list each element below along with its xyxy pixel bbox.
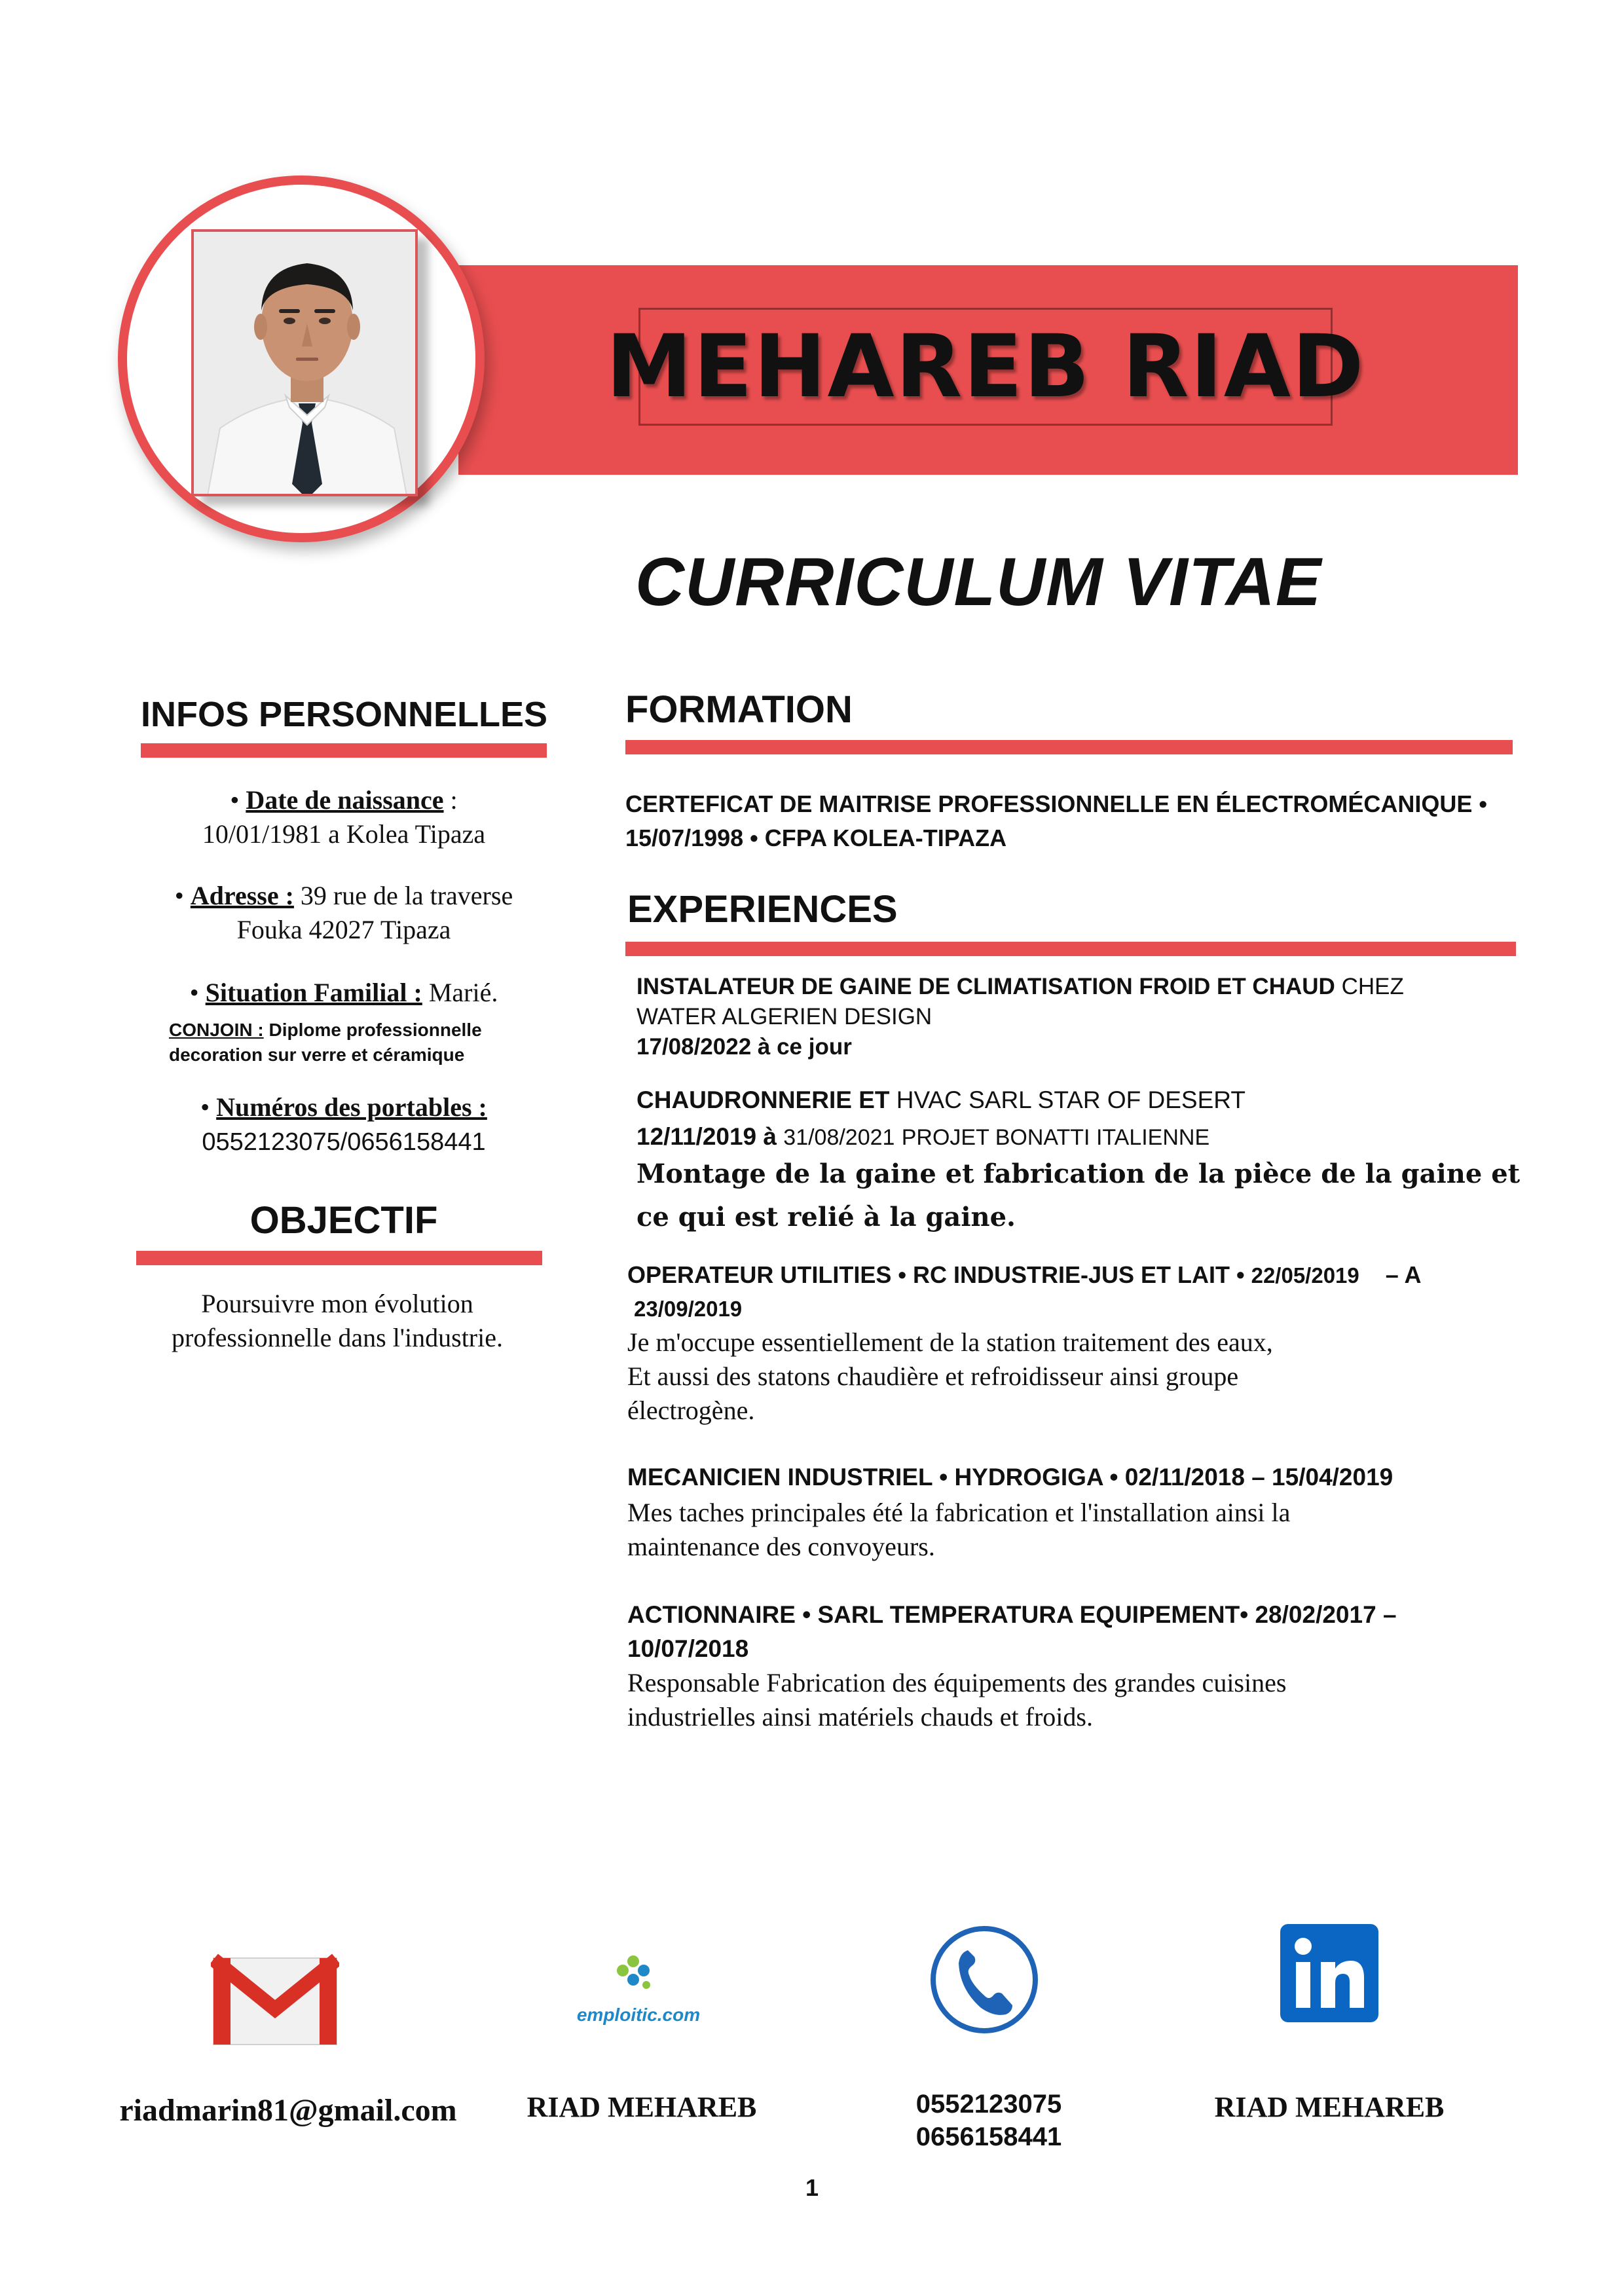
family-label: Situation Familial : bbox=[205, 978, 422, 1007]
job-5-description bbox=[627, 1666, 1518, 1734]
job-3-start: 22/05/2019 bbox=[1251, 1263, 1359, 1287]
job-3-dash: – A bbox=[1385, 1261, 1422, 1288]
objective-text: Poursuivre mon évolution professionnelle dans l'industrie. bbox=[172, 1289, 503, 1352]
address-info: • Adresse : 39 rue de la traverse Fouka 42027 Tipaza bbox=[174, 881, 513, 944]
job-2-desc-line-1: Montage de la gaine et fabrication de la pièce de la gaine et bbox=[637, 1158, 1521, 1189]
family-value: Marié. bbox=[428, 978, 498, 1007]
birth-label: Date de naissance bbox=[246, 785, 444, 815]
job-4-head: MECANICIEN INDUSTRIEL • HYDROGIGA • 02/11/2018 – 15/04/2019 bbox=[627, 1464, 1393, 1491]
emploitic-logo[interactable] bbox=[573, 1948, 704, 2040]
job-2-desc-line-2: ce qui est relié à la gaine. bbox=[637, 1202, 1016, 1232]
job-3-desc-line-2: Et aussi des statons chaudière et refroidisseur ainsi groupe bbox=[627, 1361, 1239, 1391]
job-2-description bbox=[637, 1153, 1527, 1239]
personal-info-heading: INFOS PERSONNELLES bbox=[141, 695, 548, 734]
job-4-description bbox=[627, 1496, 1518, 1564]
personal-info-rule bbox=[141, 743, 547, 758]
phone-icon[interactable] bbox=[929, 1924, 1040, 2035]
experiences-heading: EXPERIENCES bbox=[627, 888, 898, 931]
job-2-end: 31/08/2021 bbox=[783, 1125, 895, 1150]
job-2-a: à bbox=[763, 1123, 777, 1150]
job-2-et: ET bbox=[858, 1086, 890, 1113]
job-2 bbox=[637, 1082, 1514, 1156]
address-label: Adresse : bbox=[190, 881, 294, 910]
job-4-desc-line-1: Mes taches principales été la fabrication et l'installation ainsi la bbox=[627, 1498, 1291, 1527]
formation-line-2: 15/07/1998 • CFPA KOLEA-TIPAZA bbox=[625, 824, 1007, 851]
birth-value: 10/01/1981 a Kolea Tipaza bbox=[202, 819, 486, 849]
page-number: 1 bbox=[805, 2174, 819, 2201]
phones-value: 0552123075/0656158441 bbox=[202, 1128, 486, 1156]
job-1-dates: 17/08/2022 à ce jour bbox=[637, 1034, 852, 1060]
linkedin-icon[interactable] bbox=[1280, 1924, 1378, 2022]
address-value: 39 rue de la traverse Fouka 42027 Tipaza bbox=[236, 881, 513, 944]
job-2-company: HVAC SARL STAR OF DESERT bbox=[896, 1086, 1246, 1113]
job-3-end: 23/09/2019 bbox=[634, 1297, 743, 1321]
job-5-head-line-1: ACTIONNAIRE • SARL TEMPERATURA EQUIPEMENT• 28/02/2017 – bbox=[627, 1601, 1397, 1628]
job-4-desc-line-2: maintenance des convoyeurs. bbox=[627, 1532, 935, 1561]
job-3-head: OPERATEUR UTILITIES • RC INDUSTRIE-JUS ET LAIT • bbox=[627, 1261, 1245, 1288]
formation-heading: FORMATION bbox=[625, 688, 853, 731]
formation-rule bbox=[625, 740, 1513, 754]
portrait-illustration bbox=[194, 232, 418, 496]
job-2-start: 12/11/2019 bbox=[637, 1123, 757, 1150]
gmail-icon[interactable] bbox=[211, 1952, 339, 2050]
experiences-rule bbox=[625, 942, 1516, 956]
candidate-name: MEHAREB RIAD bbox=[606, 316, 1365, 417]
job-5-desc-line-1: Responsable Fabrication des équipements des grandes cuisines bbox=[627, 1668, 1287, 1697]
emploitic-logo-text: emploitic.com bbox=[576, 2005, 701, 2025]
document-title: CURRICULUM VITAE bbox=[635, 544, 1322, 620]
footer-emploitic-name[interactable]: RIAD MEHAREB bbox=[526, 2091, 757, 2123]
footer-phones bbox=[864, 2088, 1113, 2153]
job-3-desc-line-1: Je m'occupe essentiellement de la station traitement des eaux, bbox=[627, 1327, 1273, 1357]
job-3-desc-line-3: électrogène. bbox=[627, 1396, 755, 1425]
footer-linkedin-name[interactable]: RIAD MEHAREB bbox=[1214, 2091, 1445, 2123]
job-1 bbox=[637, 972, 1514, 1062]
profile-photo bbox=[191, 229, 418, 496]
phones-info: • Numéros des portables : 0552123075/0656158441 bbox=[200, 1092, 487, 1156]
spouse-value: Diplome professionnelle decoration sur verre et céramique bbox=[169, 1020, 482, 1065]
job-3 bbox=[627, 1259, 1518, 1325]
job-1-company: WATER ALGERIEN DESIGN bbox=[637, 1004, 932, 1029]
formation-entry bbox=[625, 787, 1503, 855]
family-info: • Situation Familial : Marié. bbox=[189, 978, 498, 1007]
job-2-project: PROJET BONATTI ITALIENNE bbox=[901, 1125, 1210, 1150]
job-2-title: CHAUDRONNERIE bbox=[637, 1086, 852, 1113]
job-5-desc-line-2: industrielles ainsi matériels chauds et froids. bbox=[627, 1702, 1093, 1731]
footer-email[interactable]: riadmarin81@gmail.com bbox=[119, 2093, 457, 2128]
objective-heading: OBJECTIF bbox=[249, 1199, 438, 1242]
footer-phone-1[interactable]: 0552123075 bbox=[915, 2090, 1062, 2119]
job-5-head-line-2: 10/07/2018 bbox=[627, 1635, 749, 1662]
name-box bbox=[606, 308, 1365, 426]
job-1-chez: CHEZ bbox=[1341, 974, 1404, 999]
footer-phone-2[interactable]: 0656158441 bbox=[915, 2122, 1062, 2151]
birth-info: • Date de naissance : 10/01/1981 a Kolea Tipaza bbox=[202, 785, 486, 849]
job-1-title: INSTALATEUR DE GAINE DE CLIMATISATION FROID ET CHAUD bbox=[637, 974, 1335, 999]
phones-label: Numéros des portables : bbox=[216, 1092, 487, 1122]
spouse-info bbox=[169, 1018, 536, 1067]
formation-line-1: CERTEFICAT DE MAITRISE PROFESSIONNELLE EN ÉLECTROMÉCANIQUE • bbox=[625, 790, 1488, 817]
spouse-label: CONJOIN : bbox=[169, 1020, 264, 1040]
objective-rule bbox=[136, 1251, 542, 1265]
job-5-head bbox=[627, 1598, 1531, 1666]
job-3-description bbox=[627, 1325, 1518, 1428]
